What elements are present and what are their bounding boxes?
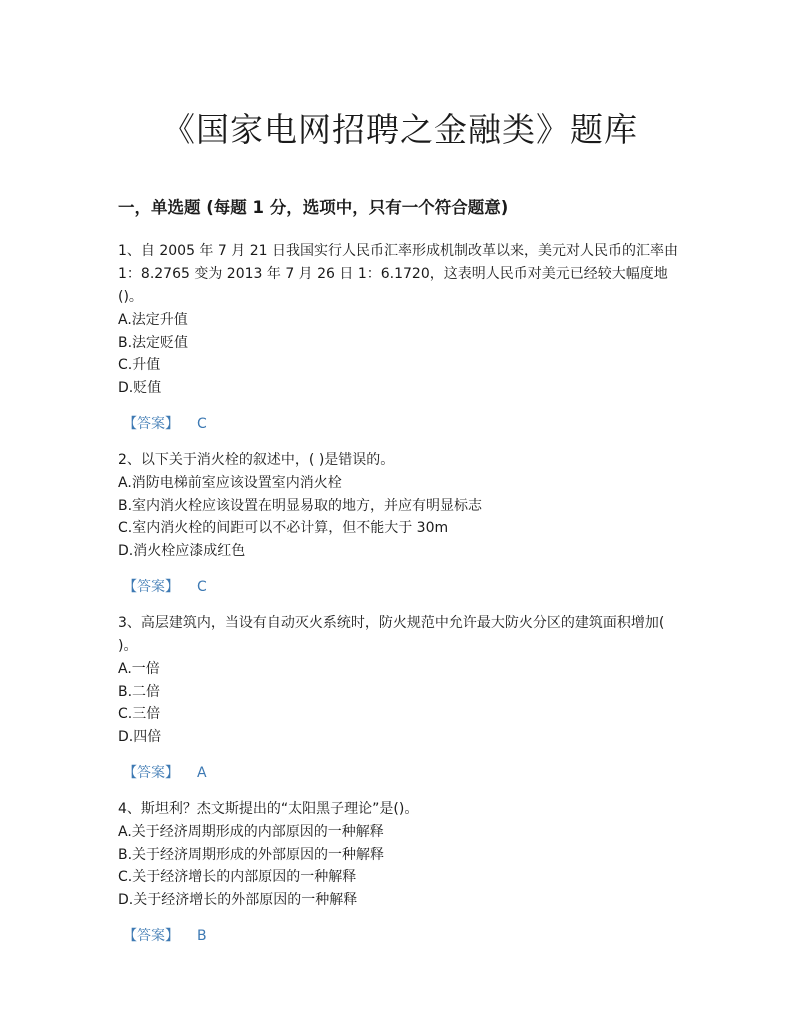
option-a: A.一倍 — [118, 661, 160, 677]
section-heading: 一，单选题 (每题 1 分，选项中，只有一个符合题意) — [118, 198, 509, 217]
question-stem: 1、自 2005 年 7 月 21 日我国实行人民币汇率形成机制改革以来，美元对人民币的汇率由 1：8.2765 变为 2013 年 7 月 26 日 1：6.1720，这表明人民币对美元已经较大幅度地()。 — [118, 243, 678, 305]
option-d: D.消火栓应漆成红色 — [118, 542, 246, 559]
answer-label: 【答案】 — [123, 765, 179, 781]
question-2 — [118, 449, 688, 598]
option-b: B.关于经济周期形成的外部原因的一种解释 — [118, 846, 385, 863]
question-1 — [118, 240, 688, 435]
answer-label: 【答案】 — [123, 579, 179, 595]
option-c: C.室内消火栓的间距可以不必计算，但不能大于 30m — [118, 520, 449, 536]
option-b: B.室内消火栓应该设置在明显易取的地方，并应有明显标志 — [118, 497, 483, 514]
option-d: D.贬值 — [118, 379, 162, 396]
option-a: A.关于经济周期形成的内部原因的一种解释 — [118, 824, 384, 840]
option-a: A.消防电梯前室应该设置室内消火栓 — [118, 475, 342, 491]
option-d: D.四倍 — [118, 728, 162, 745]
question-3 — [118, 612, 688, 784]
answer-line — [123, 576, 688, 598]
question-stem: 2、以下关于消火栓的叙述中，( )是错误的。 — [118, 452, 395, 468]
answer-line — [123, 925, 688, 947]
option-c: C.关于经济增长的内部原因的一种解释 — [118, 869, 357, 885]
option-b: B.二倍 — [118, 683, 161, 700]
answer-line — [123, 762, 688, 784]
option-c: C.三倍 — [118, 706, 161, 722]
answer-value: C — [197, 416, 207, 432]
question-list — [118, 240, 688, 961]
question-4 — [118, 798, 688, 947]
option-b: B.法定贬值 — [118, 334, 189, 351]
answer-label: 【答案】 — [123, 928, 179, 944]
option-a: A.法定升值 — [118, 312, 188, 328]
document-title: 《国家电网招聘之金融类》题库 — [162, 110, 638, 149]
answer-value: B — [197, 928, 207, 944]
answer-value: A — [197, 765, 207, 781]
question-stem: 3、高层建筑内，当设有自动灭火系统时，防火规范中允许最大防火分区的建筑面积增加( )。 — [118, 615, 665, 654]
answer-value: C — [197, 579, 207, 595]
question-stem: 4、斯坦利？杰文斯提出的“太阳黑子理论”是()。 — [118, 801, 419, 817]
answer-label: 【答案】 — [123, 416, 179, 432]
option-d: D.关于经济增长的外部原因的一种解释 — [118, 891, 358, 908]
option-c: C.升值 — [118, 357, 161, 373]
answer-line — [123, 413, 688, 435]
